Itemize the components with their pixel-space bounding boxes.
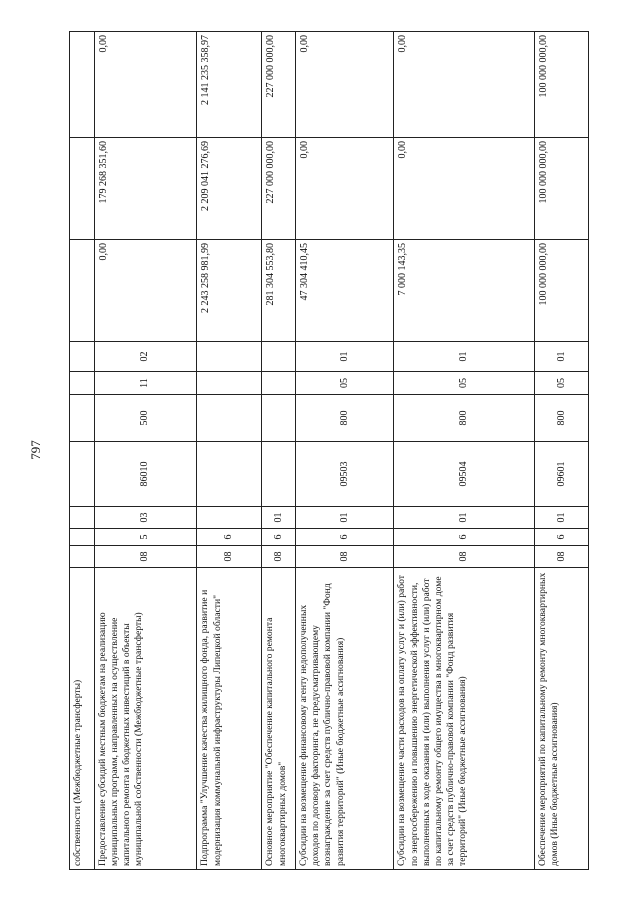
code-cell: 08 bbox=[394, 546, 535, 568]
code-cell: 03 bbox=[94, 507, 197, 529]
amount-cell: 0,00 bbox=[94, 240, 197, 342]
amount-cell: 100 000 000,00 bbox=[535, 138, 589, 240]
code-cell: 01 bbox=[394, 507, 535, 529]
code-cell: 86010 bbox=[94, 442, 197, 507]
code-cell bbox=[70, 507, 95, 529]
amount-cell: 0,00 bbox=[295, 138, 393, 240]
amount-cell bbox=[70, 32, 95, 138]
code-cell: 800 bbox=[295, 395, 393, 442]
budget-table bbox=[69, 31, 589, 870]
row-description: Обеспечение мероприятий по капитальному ремонту многоквартирных домов (Иные бюджетные ассигнования) bbox=[535, 568, 589, 870]
code-cell: 01 bbox=[295, 342, 393, 372]
amount-cell bbox=[70, 240, 95, 342]
amount-cell: 0,00 bbox=[94, 32, 197, 138]
code-cell: 6 bbox=[394, 529, 535, 546]
code-cell bbox=[262, 372, 296, 395]
code-cell: 08 bbox=[295, 546, 393, 568]
table-row bbox=[295, 32, 393, 870]
amount-cell: 179 268 351,60 bbox=[94, 138, 197, 240]
code-cell: 01 bbox=[295, 507, 393, 529]
page-number: 797 bbox=[28, 440, 43, 460]
code-cell bbox=[262, 342, 296, 372]
row-description: собственности (Межбюджетные трансферты) bbox=[70, 568, 95, 870]
code-cell bbox=[70, 342, 95, 372]
table-row bbox=[262, 32, 296, 870]
row-description: Предоставление субсидий местным бюджетам на реализацию муниципальных программ, направленных на осуществление капитального ремонта и бюджетных инвестиций в объекты муниципальной собственности (Межбюджетные трансферты) bbox=[94, 568, 197, 870]
code-cell: 01 bbox=[394, 342, 535, 372]
code-cell bbox=[70, 372, 95, 395]
amount-cell: 100 000 000,00 bbox=[535, 32, 589, 138]
code-cell bbox=[70, 529, 95, 546]
table-row bbox=[94, 32, 197, 870]
code-cell: 800 bbox=[394, 395, 535, 442]
row-description: Субсидии на возмещение финансовому агенту недополученных доходов по договору факторинга, не предусматривающему вознаграждение за счет средств публично-правовой компании "Фонд развития территорий" (Иные бюджетные ассигнования) bbox=[295, 568, 393, 870]
code-cell: 05 bbox=[394, 372, 535, 395]
code-cell: 01 bbox=[262, 507, 296, 529]
row-description: Подпрограмма "Улучшение качества жилищного фонда, развитие и модернизация коммунальной инфраструктуры Липецкой области" bbox=[197, 568, 262, 870]
code-cell bbox=[197, 395, 262, 442]
code-cell: 08 bbox=[262, 546, 296, 568]
code-cell: 09601 bbox=[535, 442, 589, 507]
amount-cell: 227 000 000,00 bbox=[262, 32, 296, 138]
code-cell: 500 bbox=[94, 395, 197, 442]
table-row bbox=[394, 32, 535, 870]
code-cell: 01 bbox=[535, 342, 589, 372]
code-cell bbox=[262, 442, 296, 507]
code-cell: 09503 bbox=[295, 442, 393, 507]
row-description: Субсидии на возмещение части расходов на оплату услуг и (или) работ по энергосбережению и повышению энергетической эффективности, выполненных в ходе оказания и (или) выполнения услуг и (или) работ по капитальному ремонту общего имущества в многоквартирном доме за счет средств публично-правовой компании "Фонд развития территорий" (Иные бюджетные ассигнования) bbox=[394, 568, 535, 870]
code-cell: 6 bbox=[197, 529, 262, 546]
code-cell bbox=[197, 342, 262, 372]
table-row bbox=[535, 32, 589, 870]
amount-cell: 2 243 258 981,99 bbox=[197, 240, 262, 342]
code-cell: 6 bbox=[262, 529, 296, 546]
amount-cell: 227 000 000,00 bbox=[262, 138, 296, 240]
code-cell bbox=[262, 395, 296, 442]
code-cell: 01 bbox=[535, 507, 589, 529]
code-cell: 08 bbox=[94, 546, 197, 568]
code-cell bbox=[70, 395, 95, 442]
budget-table-container bbox=[69, 32, 589, 870]
amount-cell: 47 304 410,45 bbox=[295, 240, 393, 342]
code-cell bbox=[70, 442, 95, 507]
amount-cell: 0,00 bbox=[295, 32, 393, 138]
code-cell: 11 bbox=[94, 372, 197, 395]
amount-cell: 0,00 bbox=[394, 32, 535, 138]
amount-cell: 100 000 000,00 bbox=[535, 240, 589, 342]
code-cell bbox=[197, 372, 262, 395]
code-cell bbox=[70, 546, 95, 568]
code-cell: 08 bbox=[197, 546, 262, 568]
amount-cell: 0,00 bbox=[394, 138, 535, 240]
row-description: Основное мероприятие "Обеспечение капитального ремонта многоквартирных домов" bbox=[262, 568, 296, 870]
amount-cell: 2 209 041 276,69 bbox=[197, 138, 262, 240]
table-row bbox=[70, 32, 95, 870]
amount-cell: 7 000 143,35 bbox=[394, 240, 535, 342]
code-cell bbox=[197, 442, 262, 507]
amount-cell: 281 304 553,80 bbox=[262, 240, 296, 342]
code-cell: 09504 bbox=[394, 442, 535, 507]
code-cell: 6 bbox=[295, 529, 393, 546]
code-cell: 5 bbox=[94, 529, 197, 546]
code-cell: 6 bbox=[535, 529, 589, 546]
code-cell: 02 bbox=[94, 342, 197, 372]
code-cell: 800 bbox=[535, 395, 589, 442]
code-cell: 05 bbox=[295, 372, 393, 395]
code-cell bbox=[197, 507, 262, 529]
code-cell: 05 bbox=[535, 372, 589, 395]
code-cell: 08 bbox=[535, 546, 589, 568]
amount-cell bbox=[70, 138, 95, 240]
table-row bbox=[197, 32, 262, 870]
amount-cell: 2 141 235 358,97 bbox=[197, 32, 262, 138]
